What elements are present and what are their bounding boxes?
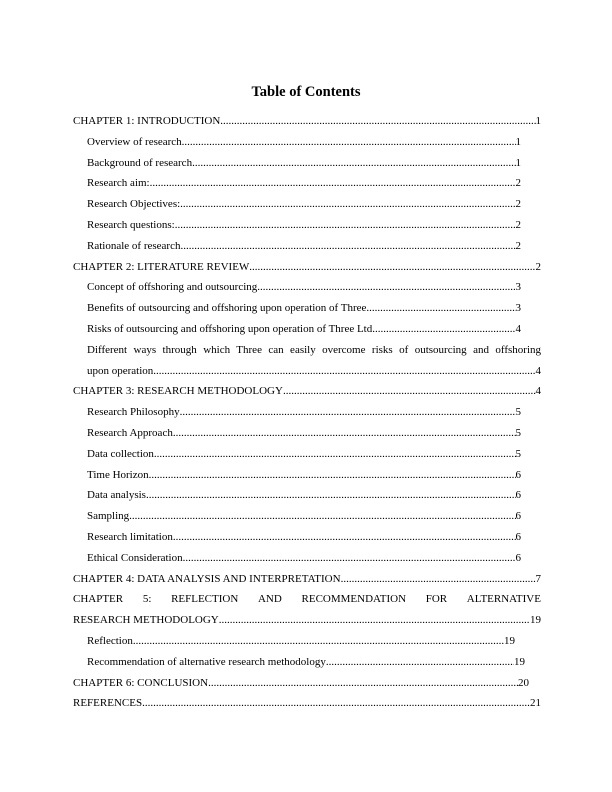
toc-leader-dots — [149, 465, 516, 486]
toc-page-number: 3 — [515, 302, 521, 315]
toc-page-number: 19 — [504, 634, 515, 647]
toc-entry-text: CHAPTER 4: DATA ANALYSIS AND INTERPRETATION — [73, 572, 341, 585]
toc-entry-text-line-1 — [87, 340, 541, 361]
toc-page-number: 5 — [515, 426, 521, 439]
toc-entry-text: Time Horizon — [87, 468, 149, 481]
toc-page-number: 1 — [535, 115, 541, 127]
toc-leader-dots — [219, 610, 530, 631]
toc-entry-philosophy[interactable] — [73, 402, 541, 423]
toc-leader-dots — [220, 111, 535, 132]
toc-entry-research-questions[interactable] — [73, 215, 541, 236]
toc-entry-text: Reflection — [87, 634, 133, 647]
toc-entry-word: FOR — [425, 593, 448, 606]
toc-entry-text: upon operation — [87, 364, 154, 377]
toc-entry-text: Risks of outsourcing and offshoring upon operation of Three Ltd — [87, 322, 373, 335]
toc-entry-references[interactable] — [73, 693, 541, 714]
toc-entry-chapter-4[interactable] — [73, 569, 541, 590]
toc-entry-limitation[interactable] — [73, 527, 541, 548]
toc-entry-sampling[interactable] — [73, 506, 541, 527]
toc-page-number: 19 — [514, 655, 525, 668]
toc-leader-dots — [257, 277, 515, 298]
toc-entry-recommendation[interactable] — [73, 652, 541, 673]
toc-page-number: 4 — [535, 385, 541, 398]
toc-entry-text: Recommendation of alternative research methodology — [87, 655, 326, 668]
page-title: Table of Contents — [251, 84, 361, 100]
toc-entry-word: REFLECTION — [171, 593, 239, 606]
toc-leader-dots — [142, 693, 530, 714]
toc-leader-dots — [146, 485, 516, 506]
toc-leader-dots — [283, 381, 536, 402]
toc-entry-rationale[interactable] — [73, 236, 541, 257]
toc-entry-text-line-2 — [87, 361, 541, 382]
toc-entry-text: Research limitation — [87, 530, 173, 543]
toc-entry-different-ways[interactable] — [73, 340, 541, 382]
toc-leader-dots — [173, 423, 516, 444]
toc-entry-word: 5: — [142, 593, 152, 606]
toc-leader-dots — [153, 361, 535, 382]
toc-page-number: 7 — [535, 572, 541, 585]
toc-page-number: 6 — [515, 489, 521, 502]
toc-entry-text: Different ways through which Three can easily overcome risks of outsourcing and offshoring — [87, 343, 541, 356]
toc-leader-dots — [154, 444, 516, 465]
toc-entry-chapter-3[interactable] — [73, 381, 541, 402]
toc-entry-reflection[interactable] — [73, 631, 541, 652]
toc-entry-overview[interactable] — [73, 132, 541, 153]
toc-entry-research-aim[interactable] — [73, 173, 541, 194]
toc-entry-ethical[interactable] — [73, 548, 541, 569]
toc-leader-dots — [326, 652, 514, 673]
toc-entry-research-objectives[interactable] — [73, 194, 541, 215]
toc-leader-dots — [180, 402, 516, 423]
toc-entry-text: Concept of offshoring and outsourcing — [87, 281, 258, 294]
toc-entry-word: AND — [257, 593, 282, 606]
toc-page-number: 2 — [515, 198, 521, 211]
toc-page-number: 2 — [535, 260, 541, 273]
toc-page-number: 5 — [515, 447, 521, 460]
toc-entry-chapter-2[interactable] — [73, 257, 541, 278]
toc-entry-data-analysis[interactable] — [73, 485, 541, 506]
toc-leader-dots — [249, 257, 535, 278]
toc-entry-text: Research aim: — [87, 177, 150, 190]
toc-leader-dots — [129, 506, 515, 527]
toc-page-number: 21 — [530, 697, 541, 710]
toc-leader-dots — [180, 236, 515, 257]
toc-entry-benefits[interactable] — [73, 298, 541, 319]
toc-entry-text-line-1 — [73, 589, 541, 610]
toc-page-number: 2 — [515, 177, 521, 190]
toc-entry-word: CHAPTER — [73, 593, 124, 606]
toc-page-number: 20 — [518, 676, 529, 689]
toc-entry-text: Research questions: — [87, 218, 175, 231]
toc-entry-concept[interactable] — [73, 277, 541, 298]
toc-entry-chapter-5[interactable] — [73, 589, 541, 631]
toc-leader-dots — [182, 132, 516, 153]
toc-page-number: 4 — [535, 364, 541, 377]
toc-entry-text: Rationale of research — [87, 239, 181, 252]
toc-entry-text: CHAPTER 6: CONCLUSION — [73, 676, 209, 689]
toc-page-number: 2 — [515, 239, 521, 252]
toc-leader-dots — [173, 527, 516, 548]
toc-page-number: 5 — [515, 406, 521, 419]
toc-entry-background[interactable] — [73, 153, 541, 174]
toc-page-number: 6 — [515, 530, 521, 543]
toc-entry-text: Benefits of outsourcing and offshoring upon operation of Three — [87, 302, 367, 315]
toc-page-number: 19 — [530, 614, 541, 627]
toc-entry-text: Overview of research — [87, 135, 182, 148]
toc-entry-approach[interactable] — [73, 423, 541, 444]
toc-entry-text: Ethical Consideration — [87, 551, 183, 564]
table-of-contents — [73, 111, 541, 714]
toc-entry-text: Research Approach — [87, 426, 173, 439]
toc-entry-time-horizon[interactable] — [73, 465, 541, 486]
toc-page-number: 1 — [515, 156, 521, 169]
toc-entry-text: Data collection — [87, 447, 154, 460]
toc-page-number: 4 — [515, 322, 521, 335]
toc-leader-dots — [366, 298, 515, 319]
toc-entry-text: CHAPTER 1: INTRODUCTION — [73, 115, 221, 127]
toc-entry-chapter-6[interactable] — [73, 673, 541, 694]
toc-leader-dots — [175, 215, 516, 236]
toc-entry-text: REFERENCES — [73, 697, 143, 710]
toc-entry-word: ALTERNATIVE — [466, 593, 541, 606]
toc-entry-text: Background of research — [87, 156, 193, 169]
toc-page-number: 1 — [515, 135, 521, 148]
toc-entry-text: Research Objectives: — [87, 198, 181, 211]
toc-leader-dots — [183, 548, 516, 569]
toc-entry-text: CHAPTER 3: RESEARCH METHODOLOGY — [73, 385, 283, 398]
toc-leader-dots — [133, 631, 504, 652]
toc-entry-data-collection[interactable] — [73, 444, 541, 465]
toc-entry-word: RECOMMENDATION — [301, 593, 407, 606]
toc-entry-text: RESEARCH METHODOLOGY — [73, 614, 219, 627]
toc-entry-text-line-2 — [73, 610, 541, 631]
toc-page-number: 6 — [515, 510, 521, 523]
toc-page-number: 3 — [515, 281, 521, 294]
toc-entry-text: Sampling — [87, 510, 130, 523]
toc-page-number: 6 — [515, 551, 521, 564]
toc-entry-text: Data analysis — [87, 489, 146, 502]
toc-entry-text: Research Philosophy — [87, 406, 180, 419]
toc-page-number: 2 — [515, 218, 521, 231]
toc-page-number: 6 — [515, 468, 521, 481]
toc-leader-dots — [341, 569, 536, 590]
toc-leader-dots — [192, 153, 515, 174]
toc-leader-dots — [372, 319, 515, 340]
toc-leader-dots — [150, 173, 516, 194]
toc-leader-dots — [208, 673, 518, 694]
toc-entry-chapter-1[interactable] — [73, 111, 541, 132]
toc-entry-text: CHAPTER 2: LITERATURE REVIEW — [73, 260, 250, 273]
toc-entry-risks[interactable] — [73, 319, 541, 340]
toc-leader-dots — [180, 194, 515, 215]
